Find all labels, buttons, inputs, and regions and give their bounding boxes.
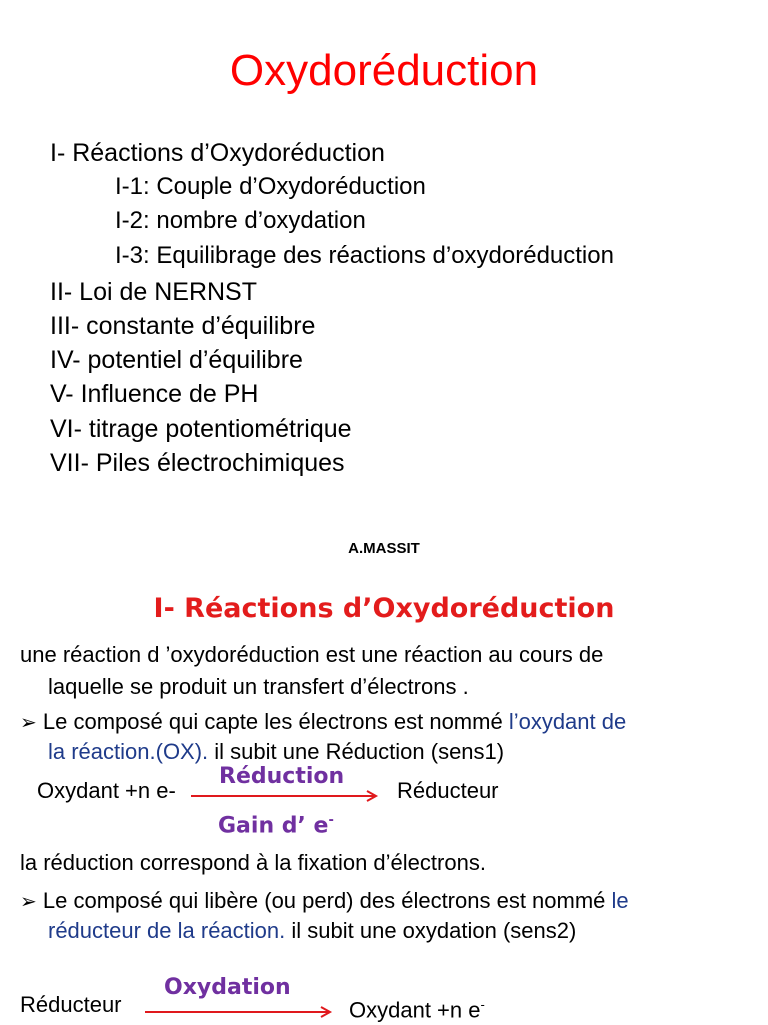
bullet-2-text: Le composé qui libère (ou perd) des électrons est nommé — [42, 888, 612, 913]
gain-text: Gain d’ e — [218, 813, 329, 839]
bullet-1-text-2: il subit une Réduction (sens1) — [208, 739, 505, 764]
equation-2-label: Oxydation — [164, 975, 291, 1000]
bullet-1-highlight: l’oxydant de — [508, 709, 627, 734]
toc-item-1: I- Réactions d’Oxydoréduction — [50, 139, 385, 167]
equation-2-sup: - — [480, 997, 485, 1012]
reduction-arrow-icon — [189, 787, 381, 805]
toc-item-1-2: I-2: nombre d’oxydation — [115, 207, 366, 234]
toc-item-1-1: I-1: Couple d’Oxydoréduction — [115, 173, 426, 200]
page-title: Oxydoréduction — [229, 46, 539, 95]
bullet-2-line-1 — [20, 886, 629, 917]
bullet-1-line-2 — [48, 737, 504, 767]
equation-1-left: Oxydant +n e- — [37, 778, 176, 803]
bullet-2-highlight-2: réducteur de la réaction. — [48, 918, 286, 943]
toc-item-3: III- constante d’équilibre — [50, 312, 316, 340]
section-title: I- Réactions d’Oxydoréduction — [153, 593, 615, 624]
author: A.MASSIT — [348, 540, 420, 557]
bullet-2-highlight: le — [611, 888, 629, 913]
toc-item-1-3: I-3: Equilibrage des réactions d’oxydoréduction — [115, 242, 614, 269]
bullet-1-text: Le composé qui capte les électrons est nommé — [42, 709, 509, 734]
reduction-note: la réduction correspond à la fixation d’électrons. — [20, 850, 486, 875]
bullet-arrow-icon: ➢ — [20, 712, 37, 734]
bullet-2-line-2 — [48, 916, 576, 946]
equation-1-label: Réduction — [219, 764, 345, 789]
toc-item-5: V- Influence de PH — [50, 380, 259, 408]
equation-2-left: Réducteur — [20, 992, 122, 1017]
intro-line-1: une réaction d ’oxydoréduction est une réaction au cours de — [20, 642, 604, 667]
bullet-1-highlight-2: la réaction.(OX). — [48, 739, 209, 764]
gain-label — [218, 813, 334, 838]
bullet-2-text-2: il subit une oxydation (sens2) — [285, 918, 577, 943]
equation-1-right: Réducteur — [397, 778, 499, 803]
gain-sup: - — [328, 813, 334, 828]
equation-2-right-text: Oxydant +n e — [349, 997, 481, 1023]
oxidation-arrow-icon — [143, 1003, 335, 1021]
toc-item-2: II- Loi de NERNST — [50, 278, 258, 306]
toc-item-6: VI- titrage potentiométrique — [50, 415, 352, 443]
bullet-1-line-1 — [20, 707, 626, 738]
equation-2-right — [349, 990, 485, 1025]
toc-item-7: VII- Piles électrochimiques — [50, 449, 345, 477]
bullet-arrow-icon: ➢ — [20, 891, 37, 913]
intro-line-2: laquelle se produit un transfert d’électrons . — [48, 674, 469, 699]
toc-item-4: IV- potentiel d’équilibre — [50, 346, 303, 374]
